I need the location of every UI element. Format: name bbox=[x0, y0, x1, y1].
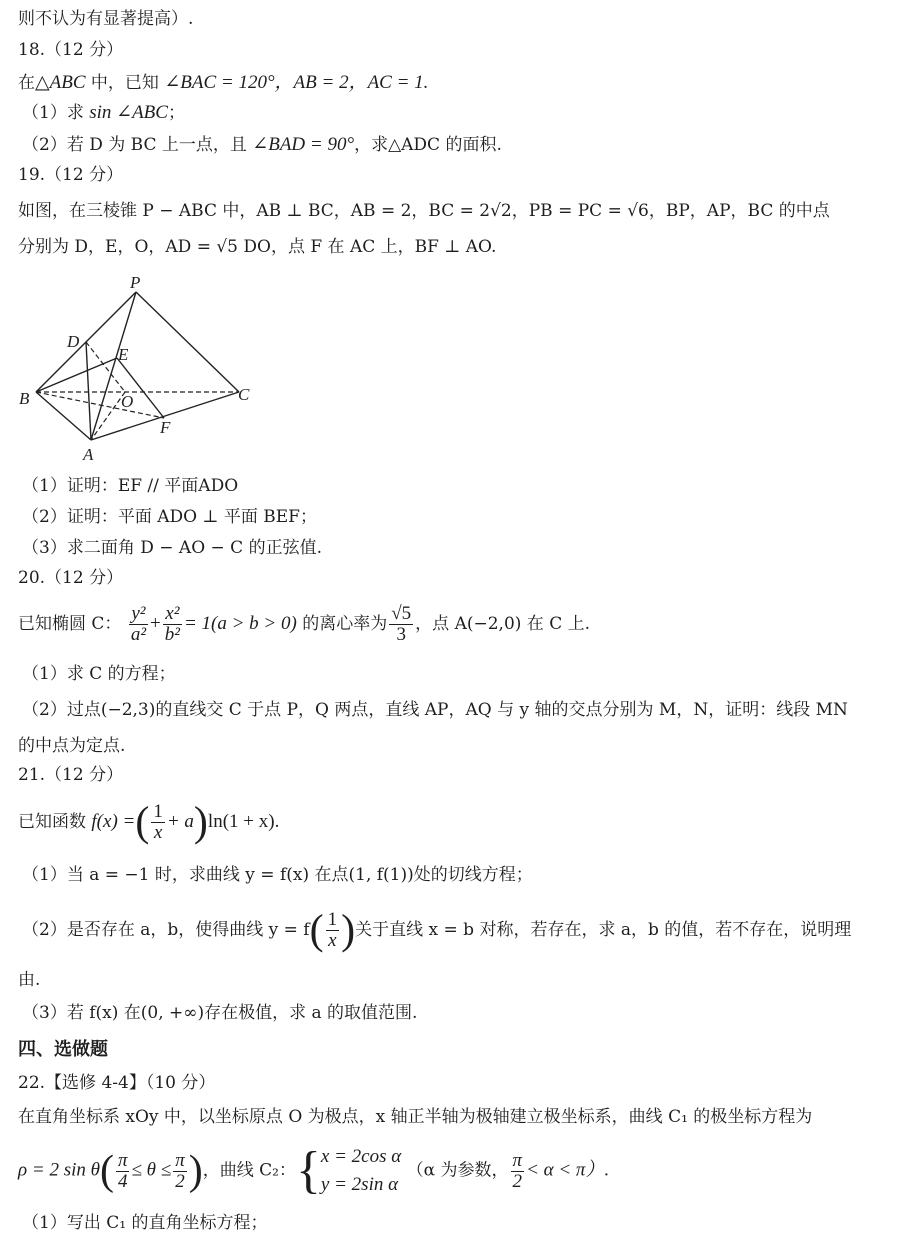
part-text: 证明：EF // 平面ADO bbox=[66, 476, 239, 496]
plus-a: + a bbox=[166, 811, 194, 832]
part-label: （1） bbox=[22, 664, 67, 684]
paren-close: ) bbox=[188, 1148, 203, 1194]
fraction-pi-over-2 bbox=[173, 1151, 187, 1192]
part-text: 若 f(x) 在(0, +∞)存在极值，求 a 的取值范围. bbox=[66, 1003, 418, 1023]
section-title: 四、选做题 bbox=[18, 1039, 108, 1060]
denominator: 2 bbox=[175, 1170, 185, 1192]
q21-part-2 bbox=[22, 905, 851, 955]
part-text: 当 a = −1 时，求曲线 y = f(x) 在点(1, f(1))处的切线方程； bbox=[66, 865, 533, 885]
function-def: f(x) = bbox=[91, 811, 136, 832]
fraction-1-over-x bbox=[151, 802, 165, 843]
q19-stem-line2: 分别为 D，E，O，AD = √5 DO，点 F 在 AC 上，BF ⊥ AO. bbox=[18, 237, 497, 257]
denominator: 3 bbox=[396, 624, 406, 645]
part-text: 过点(−2,3)的直线交 C 于点 P，Q 两点，直线 AP，AQ 与 y 轴的交点分别为 M，N，证明：线段 MN bbox=[66, 700, 848, 720]
part-text: 求 bbox=[66, 103, 90, 123]
q20-stem-post: ，点 A(−2,0) 在 C 上. bbox=[415, 614, 591, 634]
part-text: 写出 C₁ 的直角坐标方程； bbox=[66, 1213, 268, 1233]
q18-stem-mid: 中，已知 bbox=[85, 73, 165, 93]
q18-condition: ∠BAC = 120°，AB = 2，AC = 1. bbox=[164, 72, 429, 93]
parametric-system bbox=[321, 1143, 401, 1199]
polar-equation: ρ = 2 sin θ bbox=[18, 1159, 100, 1181]
part-label: （2） bbox=[22, 507, 67, 527]
part-label: （2） bbox=[22, 135, 67, 155]
part-label: （1） bbox=[22, 103, 67, 123]
q20-part-2-cont: 的中点为定点. bbox=[18, 736, 126, 756]
param-y: y = 2sin α bbox=[320, 1174, 399, 1195]
part-text: 关于直线 x = b 对称，若存在，求 a，b 的值，若不存在，说明理 bbox=[355, 920, 852, 940]
q22-stem-line1: 在直角坐标系 xOy 中，以坐标原点 O 为极点，x 轴正半轴为极轴建立极坐标系，曲线 C₁ 的极坐标方程为 bbox=[18, 1107, 813, 1127]
part-text: ； bbox=[167, 103, 185, 123]
paren-close: ) bbox=[341, 907, 356, 954]
part-label: （3） bbox=[22, 538, 67, 558]
q19-stem-line1: 如图，在三棱锥 P − ABC 中，AB ⊥ BC，AB = 2，BC = 2√2，PB = PC = √6，BP，AP，BC 的中点 bbox=[18, 201, 830, 221]
curve-c2-label: ，曲线 C₂： bbox=[202, 1160, 296, 1181]
numerator: 1 bbox=[153, 801, 163, 822]
part-label: （3） bbox=[22, 1003, 67, 1023]
q20-stem-mid: 的离心率为 bbox=[296, 614, 388, 634]
param-x: x = 2cos α bbox=[320, 1146, 402, 1167]
q22-header: 22.【选修 4-4】（10 分） bbox=[18, 1073, 216, 1093]
paren-open: ( bbox=[99, 1148, 114, 1194]
q20-part-2 bbox=[22, 698, 848, 722]
q19-part-2 bbox=[22, 505, 317, 529]
part-label: （2） bbox=[22, 700, 67, 720]
part-text: 证明：平面 ADO ⊥ 平面 BEF； bbox=[66, 507, 317, 527]
part-text: 是否存在 a，b，使得曲线 y = f bbox=[66, 920, 310, 940]
label-E: E bbox=[118, 345, 129, 364]
q22-part-1 bbox=[22, 1211, 267, 1235]
brace-icon: { bbox=[295, 1142, 321, 1199]
label-C: C bbox=[238, 385, 250, 404]
q19-header: 19.（12 分） bbox=[18, 165, 124, 185]
label-D: D bbox=[67, 332, 80, 351]
q18-stem-pre: 在 bbox=[18, 73, 35, 93]
q21-part-3 bbox=[22, 1001, 417, 1025]
q20-part-1 bbox=[22, 662, 176, 686]
numerator: 1 bbox=[327, 909, 338, 930]
label-P: P bbox=[130, 273, 141, 292]
eccentricity-fraction bbox=[389, 604, 413, 645]
q20-stem-pre: 已知椭圆 C： bbox=[18, 614, 122, 634]
q19-part-3 bbox=[22, 536, 322, 560]
ln-term: ln(1 + x). bbox=[207, 811, 280, 832]
paren-open: ( bbox=[309, 907, 324, 954]
q21-part-1 bbox=[22, 863, 533, 887]
numerator: π bbox=[512, 1149, 523, 1171]
denominator: 4 bbox=[117, 1170, 128, 1192]
fraction-pi-over-2 bbox=[511, 1151, 525, 1192]
part-label: （2） bbox=[22, 920, 67, 940]
numerator: √5 bbox=[391, 603, 412, 624]
q20-header: 20.（12 分） bbox=[18, 568, 124, 588]
part-math: ∠BAD = 90° bbox=[252, 134, 355, 155]
fraction-1-over-x bbox=[326, 910, 340, 951]
label-O: O bbox=[121, 392, 134, 411]
ellipse-condition: = 1(a > b > 0) bbox=[183, 613, 297, 634]
denominator: b² bbox=[164, 624, 180, 645]
plus-sign: + bbox=[150, 613, 161, 634]
part-label: （1） bbox=[22, 865, 67, 885]
q21-stem-pre: 已知函数 bbox=[18, 812, 92, 832]
q18-header: 18.（12 分） bbox=[18, 40, 124, 60]
numerator: π bbox=[117, 1149, 128, 1171]
fraction-pi-over-4 bbox=[116, 1151, 130, 1192]
q21-part-2-cont: 由. bbox=[18, 970, 41, 990]
part-math: sin ∠ABC bbox=[89, 102, 168, 123]
denominator: x bbox=[153, 822, 163, 843]
q21-header: 21.（12 分） bbox=[18, 765, 124, 785]
paren-close: ) bbox=[193, 799, 208, 846]
q22-stem-line2 bbox=[18, 1143, 609, 1199]
q20-stem bbox=[18, 601, 590, 647]
denominator: a² bbox=[130, 624, 147, 645]
q19-part-1 bbox=[22, 474, 238, 498]
q21-stem bbox=[18, 797, 279, 847]
label-A: A bbox=[83, 445, 94, 464]
paren-open: ( bbox=[135, 799, 150, 846]
part-text: 若 D 为 BC 上一点，且 bbox=[66, 135, 253, 155]
part-text: 求 C 的方程； bbox=[66, 664, 176, 684]
param-note: （α 为参数， bbox=[406, 1160, 509, 1181]
q18-triangle: △ABC bbox=[35, 72, 86, 93]
numerator: y² bbox=[129, 604, 148, 625]
alpha-range: < α < π）. bbox=[526, 1159, 610, 1181]
pyramid-figure bbox=[0, 0, 300, 470]
denominator: x bbox=[328, 930, 337, 951]
fraction-x2-b2 bbox=[163, 604, 182, 645]
carryover-text: 则不认为有显著提高）. bbox=[18, 9, 194, 29]
label-F: F bbox=[160, 418, 171, 437]
numerator: π bbox=[175, 1149, 185, 1171]
part-text: ，求△ADC 的面积. bbox=[354, 135, 502, 155]
part-label: （1） bbox=[22, 476, 67, 496]
fraction-y2-a2 bbox=[129, 604, 148, 645]
theta-range: ≤ θ ≤ bbox=[131, 1159, 172, 1181]
part-label: （1） bbox=[22, 1213, 67, 1233]
part-text: 求二面角 D − AO − C 的正弦值. bbox=[66, 538, 322, 558]
denominator: 2 bbox=[512, 1170, 523, 1192]
label-B: B bbox=[19, 389, 30, 408]
numerator: x² bbox=[163, 604, 182, 625]
